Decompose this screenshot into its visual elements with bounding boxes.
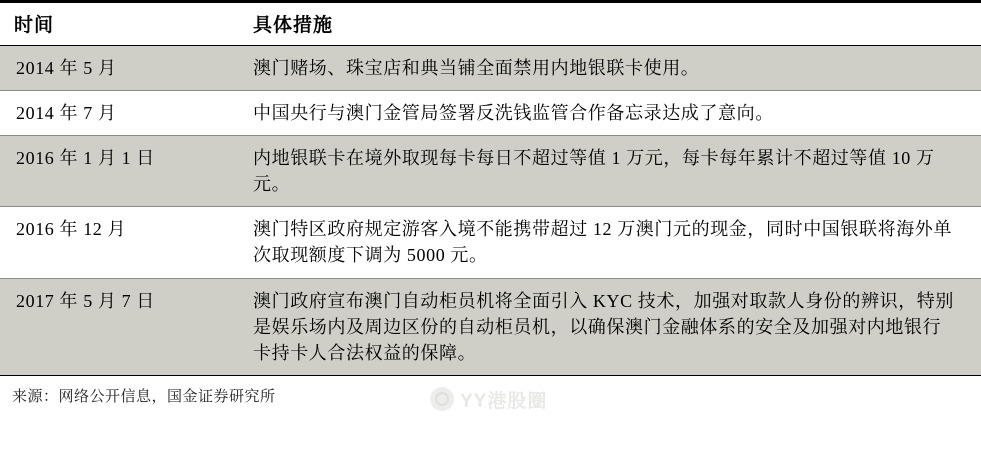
- cell-time: 2017 年 5 月 7 日: [0, 278, 237, 375]
- table-body: [0, 46, 981, 375]
- table-row: [0, 207, 981, 278]
- table-header: [0, 2, 981, 46]
- column-header-measure: 具体措施: [237, 2, 981, 46]
- table-row: [0, 278, 981, 375]
- cell-time: 2014 年 7 月: [0, 91, 237, 136]
- watermark: [430, 386, 547, 413]
- cell-time: 2016 年 1 月 1 日: [0, 136, 237, 207]
- cell-measure: 澳门赌场、珠宝店和典当铺全面禁用内地银联卡使用。: [237, 46, 981, 91]
- cell-measure: 内地银联卡在境外取现每卡每日不超过等值 1 万元，每卡每年累计不超过等值 10 万元。: [237, 136, 981, 207]
- cell-time: 2014 年 5 月: [0, 46, 237, 91]
- table-row: [0, 46, 981, 91]
- table-row: [0, 136, 981, 207]
- column-header-time: 时间: [0, 2, 237, 46]
- table-footer: [0, 375, 981, 429]
- watermark-label: YY港股圈: [460, 390, 548, 412]
- cell-time: 2016 年 12 月: [0, 207, 237, 278]
- table-row: [0, 91, 981, 136]
- cell-measure: 澳门政府宣布澳门自动柜员机将全面引入 KYC 技术，加强对取款人身份的辨识，特别是娱乐场内及周边区份的自动柜员机，以确保澳门金融体系的安全及加强对内地银行卡持卡人合法权益的保障。: [237, 278, 981, 375]
- table-header-row: [0, 2, 981, 46]
- watermark-logo-icon: [430, 387, 454, 411]
- cell-measure: 中国央行与澳门金管局签署反洗钱监管合作备忘录达成了意向。: [237, 91, 981, 136]
- cell-measure: 澳门特区政府规定游客入境不能携带超过 12 万澳门元的现金，同时中国银联将海外单次取现额度下调为 5000 元。: [237, 207, 981, 278]
- source-note: 来源：网络公开信息，国金证券研究所: [12, 388, 276, 405]
